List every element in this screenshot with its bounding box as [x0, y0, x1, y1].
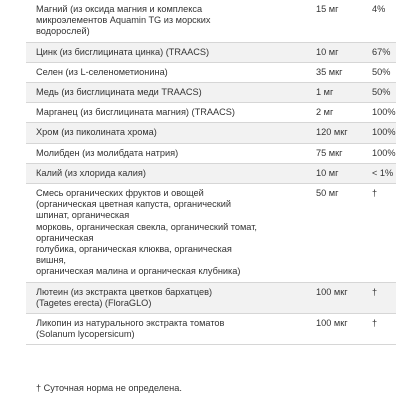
- nutrient-name-line: водорослей): [36, 26, 90, 37]
- amount-per-serving: 100 мкг: [316, 286, 348, 297]
- nutrient-name-line: (Tagetes erecta) (FloraGLO): [36, 297, 152, 308]
- table-row: [26, 123, 396, 143]
- amount-per-serving: 35 мкг: [316, 66, 343, 77]
- nutrient-name: [36, 63, 306, 82]
- amount-per-serving: 100 мкг: [316, 318, 348, 329]
- nutrient-name-line: вишня,: [36, 255, 66, 266]
- daily-value-percent: 100%: [372, 147, 396, 158]
- nutrient-name: [36, 314, 306, 344]
- nutrient-name-line: органическая малина и органическая клубника): [36, 266, 241, 277]
- nutrient-name-line: Селен (из L-селенометионина): [36, 66, 168, 77]
- nutrient-name-line: шпинат, органическая: [36, 210, 130, 221]
- nutrient-name: [36, 184, 306, 282]
- nutrient-name-line: Молибден (из молибдата натрия): [36, 147, 179, 158]
- amount-per-serving: 2 мг: [316, 107, 334, 118]
- table-row: [26, 314, 396, 345]
- nutrient-name: [36, 123, 306, 142]
- footnote: † Суточная норма не определена.: [36, 383, 182, 393]
- daily-value-percent: 100%: [372, 127, 396, 138]
- daily-value-percent: 100%: [372, 107, 396, 118]
- nutrient-name-line: Калий (из хлорида калия): [36, 167, 146, 178]
- nutrient-name-line: Медь (из бисглицината меди TRAACS): [36, 87, 202, 98]
- nutrient-name-line: Магний (из оксида магния и комплекса: [36, 4, 203, 14]
- amount-per-serving: 120 мкг: [316, 127, 348, 138]
- amount-per-serving: 75 мкг: [316, 147, 343, 158]
- nutrient-name: [36, 164, 306, 183]
- table-row: [26, 63, 396, 83]
- table-row: [26, 103, 396, 123]
- nutrient-name: [36, 283, 306, 313]
- amount-per-serving: 1 мг: [316, 87, 334, 98]
- daily-value-percent: 50%: [372, 66, 391, 77]
- daily-value-percent: †: [372, 286, 378, 297]
- nutrient-name: [36, 144, 306, 163]
- nutrient-name: [36, 43, 306, 62]
- nutrient-name-line: органическая: [36, 232, 94, 243]
- supplement-facts-table: [26, 0, 396, 345]
- table-row: [26, 43, 396, 63]
- daily-value-percent: < 1%: [372, 167, 394, 178]
- nutrient-name-line: морковь, органическая свекла, органический томат,: [36, 221, 257, 232]
- table-row: [26, 83, 396, 103]
- amount-per-serving: 10 мг: [316, 46, 339, 57]
- nutrient-name-line: Цинк (из бисглицината цинка) (TRAACS): [36, 46, 210, 57]
- daily-value-percent: 67%: [372, 46, 391, 57]
- daily-value-percent: †: [372, 188, 378, 199]
- daily-value-percent: 4%: [372, 4, 386, 14]
- nutrient-name: [36, 83, 306, 102]
- nutrient-name-line: Смесь органических фруктов и овощей: [36, 188, 204, 199]
- nutrient-name-line: Лютеин (из экстракта цветков бархатцев): [36, 286, 213, 297]
- nutrient-name: [36, 103, 306, 122]
- amount-per-serving: 10 мг: [316, 167, 339, 178]
- table-row: [26, 164, 396, 184]
- daily-value-percent: 50%: [372, 87, 391, 98]
- amount-per-serving: 15 мг: [316, 4, 339, 14]
- table-row: [26, 283, 396, 314]
- nutrient-name-line: Марганец (из бисглицината магния) (TRAACS): [36, 107, 235, 118]
- nutrient-name-line: микроэлементов Aquamin TG из морских: [36, 15, 211, 26]
- amount-per-serving: 50 мг: [316, 188, 339, 199]
- table-row: [26, 144, 396, 164]
- nutrient-name-line: голубика, органическая клюква, органическая: [36, 244, 232, 255]
- nutrient-name-line: Хром (из пиколината хрома): [36, 127, 157, 138]
- nutrient-name-line: (Solanum lycopersicum): [36, 329, 135, 340]
- daily-value-percent: †: [372, 318, 378, 329]
- nutrient-name-line: (органическая цветная капуста, органический: [36, 199, 232, 210]
- nutrient-name-line: Ликопин из натурального экстракта томатов: [36, 318, 225, 329]
- nutrient-name: [36, 0, 306, 42]
- table-row: [26, 184, 396, 283]
- table-row: [26, 0, 396, 43]
